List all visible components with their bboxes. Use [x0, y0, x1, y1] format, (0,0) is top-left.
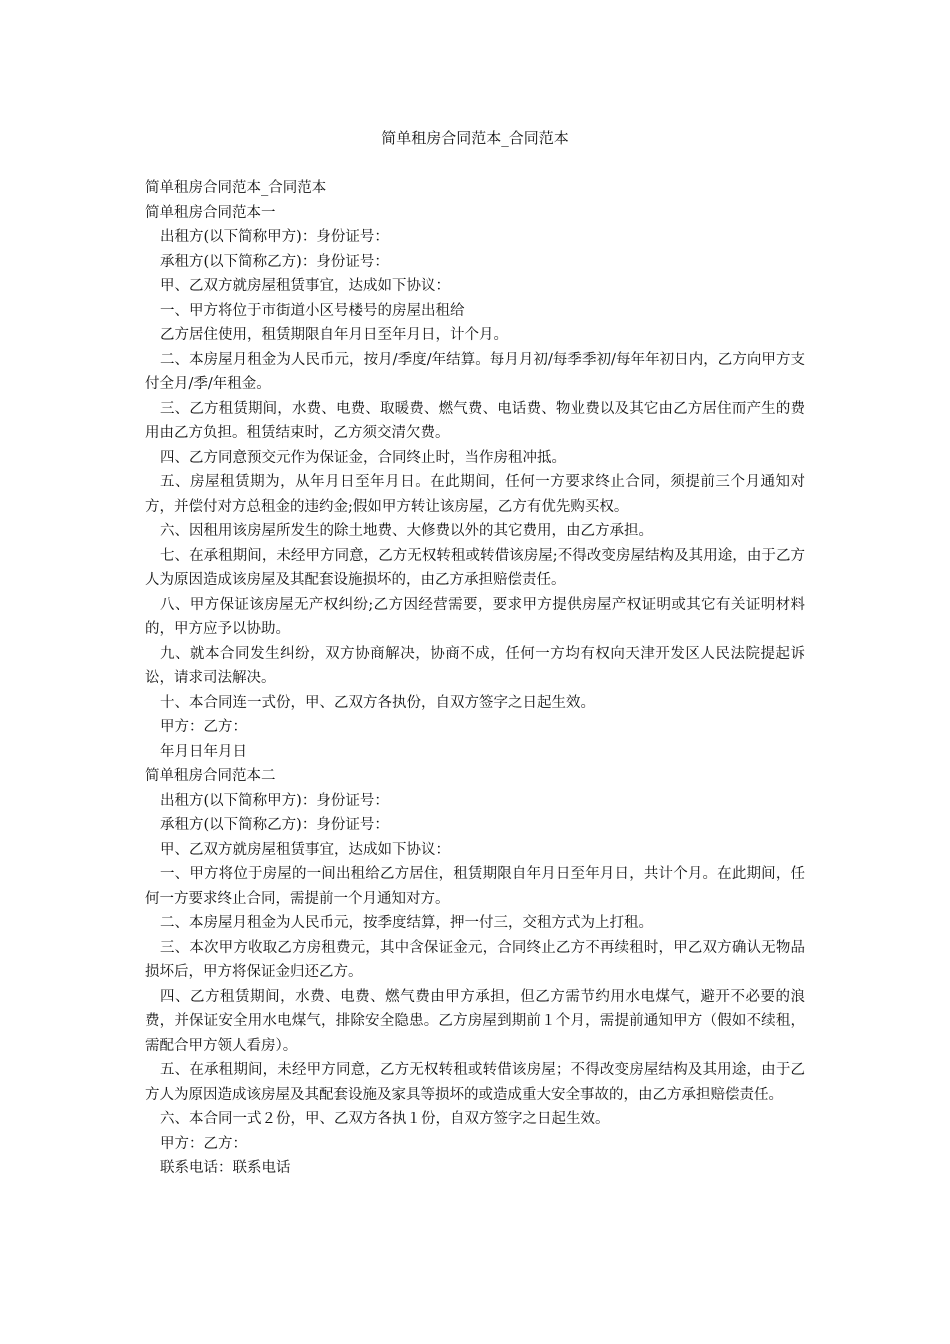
paragraph: 二、本房屋月租金为人民币元，按月/季度/年结算。每月月初/每季季初/每年年初日内，乙方向甲方支付全月/季/年租金。 [145, 351, 805, 392]
paragraph: 甲方：乙方： [160, 1135, 247, 1152]
paragraph: 七、在承租期间，未经甲方同意，乙方无权转租或转借该房屋;不得改变房屋结构及其用途，由于乙方人为原因造成该房屋及其配套设施损坏的，由乙方承担赔偿责任。 [145, 547, 805, 588]
paragraph: 乙方居住使用，租赁期限自年月日至年月日，计个月。 [160, 327, 508, 343]
paragraph: 甲、乙双方就房屋租赁事宜，达成如下协议： [160, 841, 450, 858]
paragraph: 四、乙方同意预交元作为保证金，合同终止时，当作房租冲抵。 [160, 449, 566, 466]
paragraph: 出租方(以下简称甲方)：身份证号： [160, 229, 389, 245]
paragraph: 三、本次甲方收取乙方房租费元，其中含保证金元，合同终止乙方不再续租时，甲乙双方确认无物品损坏后，甲方将保证金归还乙方。 [145, 939, 805, 980]
paragraph: 五、在承租期间，未经甲方同意，乙方无权转租或转借该房屋；不得改变房屋结构及其用途，由于乙方人为原因造成该房屋及其配套设施及家具等损坏的或造成重大安全事故的，由乙方承担赔偿责任。 [145, 1062, 805, 1103]
document-title: 简单租房合同范本_合同范本 [381, 129, 569, 147]
paragraph: 三、乙方租赁期间，水费、电费、取暖费、燃气费、电话费、物业费以及其它由乙方居住而产生的费用由乙方负担。租赁结束时，乙方须交清欠费。 [145, 400, 805, 441]
paragraph: 联系电话：联系电话 [160, 1160, 291, 1176]
paragraph: 一、甲方将位于市街道小区号楼号的房屋出租给 [160, 302, 465, 319]
paragraph: 五、房屋租赁期为，从年月日至年月日。在此期间，任何一方要求终止合同，须提前三个月通知对方，并偿付对方总租金的违约金;假如甲方转让该房屋，乙方有优先购买权。 [145, 474, 805, 515]
section-heading: 简单租房合同范本一 [145, 204, 276, 221]
document-body [145, 176, 805, 1181]
paragraph: 六、本合同一式２份，甲、乙双方各执１份，自双方签字之日起生效。 [160, 1111, 610, 1127]
paragraph: 出租方(以下简称甲方)：身份证号： [160, 792, 389, 809]
paragraph: 一、甲方将位于房屋的一间出租给乙方居住，租赁期限自年月日至年月日，共计个月。在此期间，任何一方要求终止合同，需提前一个月通知对方。 [145, 866, 805, 907]
section-heading: 简单租房合同范本_合同范本 [145, 180, 327, 196]
paragraph: 二、本房屋月租金为人民币元，按季度结算，押一付三，交租方式为上打租。 [160, 915, 653, 931]
paragraph: 四、乙方租赁期间，水费、电费、燃气费由甲方承担，但乙方需节约用水电煤气，避开不必要的浪费，并保证安全用水电煤气，排除安全隐患。乙方房屋到期前１个月，需提前通知甲方（假如不续租，需配合甲方领人看房）。 [145, 988, 805, 1054]
paragraph: 年月日年月日 [160, 743, 247, 760]
paragraph: 八、甲方保证该房屋无产权纠纷;乙方因经营需要，要求甲方提供房屋产权证明或其它有关证明材料的，甲方应予以协助。 [145, 596, 805, 637]
paragraph: 六、因租用该房屋所发生的除土地费、大修费以外的其它费用，由乙方承担。 [160, 523, 653, 539]
section-heading: 简单租房合同范本二 [145, 768, 276, 784]
paragraph: 十、本合同连一式份，甲、乙双方各执份，自双方签字之日起生效。 [160, 694, 595, 711]
paragraph: 承租方(以下简称乙方)：身份证号： [160, 817, 389, 833]
paragraph: 承租方(以下简称乙方)：身份证号： [160, 253, 389, 270]
paragraph: 甲方：乙方： [160, 719, 247, 735]
paragraph: 九、就本合同发生纠纷，双方协商解决，协商不成，任何一方均有权向天津开发区人民法院提起诉讼，请求司法解决。 [145, 645, 805, 686]
paragraph: 甲、乙双方就房屋租赁事宜，达成如下协议： [160, 278, 450, 294]
